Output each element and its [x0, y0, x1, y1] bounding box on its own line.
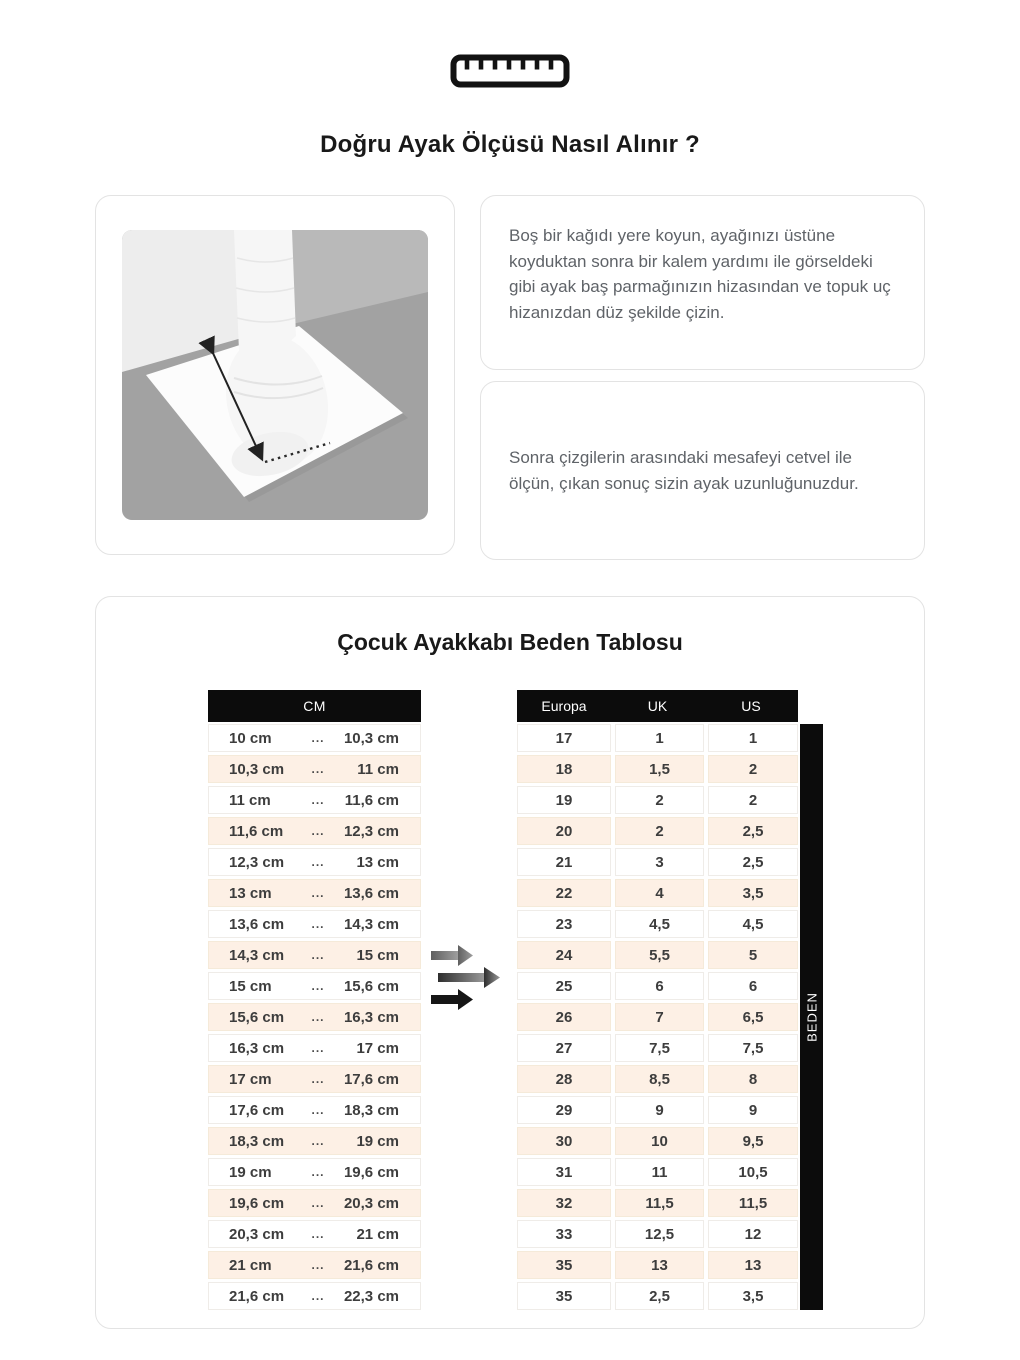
size-cell-europa: 33	[517, 1220, 611, 1248]
size-cell-europa: 29	[517, 1096, 611, 1124]
cm-range-separator: ...	[311, 917, 325, 931]
size-cell-uk: 8,5	[615, 1065, 704, 1093]
cm-range-from: 10 cm	[229, 729, 272, 747]
size-table-header	[517, 690, 798, 722]
cm-range-separator: ...	[311, 886, 325, 900]
size-cell-europa: 20	[517, 817, 611, 845]
instruction-cards	[480, 195, 925, 560]
size-header-uk: UK	[647, 698, 668, 714]
size-cell-us: 8	[708, 1065, 798, 1093]
size-table-row	[517, 1220, 798, 1248]
cm-range-to: 16,3 cm	[343, 1008, 399, 1026]
size-table-row	[517, 1282, 798, 1310]
cm-range-to: 19,6 cm	[343, 1163, 399, 1181]
cm-range-from: 19 cm	[229, 1163, 272, 1181]
size-table-row	[517, 724, 798, 752]
cm-table-header: CM	[208, 690, 421, 722]
cm-range-to: 10,3 cm	[343, 729, 399, 747]
cm-range-from: 13,6 cm	[229, 915, 285, 933]
size-cell-uk: 7,5	[615, 1034, 704, 1062]
cm-range-from: 21 cm	[229, 1256, 272, 1274]
size-cell-europa: 22	[517, 879, 611, 907]
cm-range-to: 17 cm	[356, 1039, 399, 1057]
cm-table-row	[208, 879, 421, 907]
size-cell-uk: 1	[615, 724, 704, 752]
size-cell-us: 3,5	[708, 879, 798, 907]
size-cell-us: 4,5	[708, 910, 798, 938]
cm-range-to: 13,6 cm	[343, 884, 399, 902]
cm-range-from: 12,3 cm	[229, 853, 285, 871]
cm-range-separator: ...	[311, 1134, 325, 1148]
cm-table-row	[208, 1127, 421, 1155]
cm-table-row	[208, 1065, 421, 1093]
size-cell-uk: 7	[615, 1003, 704, 1031]
size-cell-uk: 2	[615, 817, 704, 845]
size-cell-europa: 17	[517, 724, 611, 752]
cm-range-from: 13 cm	[229, 884, 272, 902]
cm-range-separator: ...	[311, 1258, 325, 1272]
header-icon-wrap	[0, 0, 1020, 93]
size-cell-europa: 27	[517, 1034, 611, 1062]
cm-range-to: 11 cm	[357, 760, 399, 778]
size-table	[517, 690, 798, 1313]
size-cell-uk: 3	[615, 848, 704, 876]
size-cell-uk: 10	[615, 1127, 704, 1155]
beden-side-bar	[800, 724, 823, 1310]
cm-table-row	[208, 1096, 421, 1124]
size-chart-card	[95, 596, 925, 1329]
cm-table-rows	[208, 724, 421, 1310]
size-cell-us: 5	[708, 941, 798, 969]
foot-measurement-illustration	[122, 230, 428, 520]
cm-range-from: 10,3 cm	[229, 760, 285, 778]
size-cell-europa: 23	[517, 910, 611, 938]
size-cell-us: 6	[708, 972, 798, 1000]
size-cell-europa: 19	[517, 786, 611, 814]
instruction-card-2	[480, 381, 925, 560]
cm-range-from: 17,6 cm	[229, 1101, 285, 1119]
size-table-row	[517, 755, 798, 783]
size-chart-tables	[96, 690, 924, 1313]
cm-table-row	[208, 941, 421, 969]
cm-range-to: 15 cm	[356, 946, 399, 964]
size-cell-europa: 35	[517, 1251, 611, 1279]
cm-range-separator: ...	[311, 762, 325, 776]
size-cell-uk: 9	[615, 1096, 704, 1124]
size-table-row	[517, 848, 798, 876]
cm-range-from: 14,3 cm	[229, 946, 285, 964]
cm-table-row	[208, 1158, 421, 1186]
size-cell-uk: 4,5	[615, 910, 704, 938]
cm-table-row	[208, 910, 421, 938]
cm-range-from: 16,3 cm	[229, 1039, 285, 1057]
cm-table-row	[208, 1189, 421, 1217]
cm-table-row	[208, 1003, 421, 1031]
cm-range-from: 18,3 cm	[229, 1132, 285, 1150]
cm-range-from: 19,6 cm	[229, 1194, 285, 1212]
size-table-row	[517, 1158, 798, 1186]
cm-table-row	[208, 755, 421, 783]
arrow-middle	[438, 967, 500, 988]
size-cell-uk: 5,5	[615, 941, 704, 969]
ruler-icon	[450, 54, 570, 88]
conversion-arrows-icon	[431, 942, 507, 1014]
size-table-row	[517, 786, 798, 814]
size-table-row	[517, 1065, 798, 1093]
cm-range-to: 12,3 cm	[343, 822, 399, 840]
cm-range-from: 17 cm	[229, 1070, 272, 1088]
cm-range-to: 14,3 cm	[343, 915, 399, 933]
size-cell-uk: 4	[615, 879, 704, 907]
size-header-us: US	[741, 698, 761, 714]
cm-range-to: 15,6 cm	[343, 977, 399, 995]
cm-range-from: 21,6 cm	[229, 1287, 285, 1305]
size-cell-us: 2	[708, 755, 798, 783]
cm-table-row	[208, 1282, 421, 1310]
cm-range-to: 21 cm	[356, 1225, 399, 1243]
instruction-text-2: Sonra çizgilerin arasındaki mesafeyi cetvel ile ölçün, çıkan sonuç sizin ayak uzunluğunuzdur.	[509, 448, 859, 493]
cm-range-from: 20,3 cm	[229, 1225, 285, 1243]
size-table-row	[517, 879, 798, 907]
beden-label: BEDEN	[804, 992, 819, 1042]
size-cell-europa: 18	[517, 755, 611, 783]
size-table-row	[517, 1003, 798, 1031]
size-cell-europa: 31	[517, 1158, 611, 1186]
size-cell-us: 9	[708, 1096, 798, 1124]
size-table-row	[517, 1189, 798, 1217]
cm-range-from: 15 cm	[229, 977, 272, 995]
size-cell-uk: 1,5	[615, 755, 704, 783]
cm-range-to: 13 cm	[356, 853, 399, 871]
size-cell-us: 3,5	[708, 1282, 798, 1310]
size-cell-uk: 12,5	[615, 1220, 704, 1248]
size-cell-us: 2	[708, 786, 798, 814]
cm-range-separator: ...	[311, 1072, 325, 1086]
cm-range-separator: ...	[311, 793, 325, 807]
cm-range-separator: ...	[311, 1010, 325, 1024]
size-table-row	[517, 1034, 798, 1062]
instruction-text-1: Boş bir kağıdı yere koyun, ayağınızı üstüne koyduktan sonra bir kalem yardımı ile görseldeki gibi ayak baş parmağınızın hizasından ve topuk uç hizanızdan düz şekilde çizin.	[509, 226, 891, 322]
cm-range-to: 20,3 cm	[343, 1194, 399, 1212]
cm-range-from: 11,6 cm	[229, 822, 284, 840]
size-table-row	[517, 1127, 798, 1155]
cm-range-from: 15,6 cm	[229, 1008, 285, 1026]
cm-range-separator: ...	[311, 1289, 325, 1303]
size-cell-uk: 6	[615, 972, 704, 1000]
cm-table-row	[208, 1034, 421, 1062]
cm-table-row	[208, 786, 421, 814]
cm-table-row	[208, 848, 421, 876]
size-cell-us: 13	[708, 1251, 798, 1279]
cm-range-separator: ...	[311, 1196, 325, 1210]
arrow-top	[431, 945, 473, 966]
size-cell-us: 11,5	[708, 1189, 798, 1217]
size-cell-us: 12	[708, 1220, 798, 1248]
foot-photo-card	[95, 195, 455, 555]
cm-table-row	[208, 1220, 421, 1248]
size-cell-us: 2,5	[708, 848, 798, 876]
cm-range-from: 11 cm	[229, 791, 271, 809]
instruction-card-1	[480, 195, 925, 370]
cm-range-separator: ...	[311, 824, 325, 838]
size-chart-title: Çocuk Ayakkabı Beden Tablosu	[337, 629, 683, 655]
size-cell-europa: 28	[517, 1065, 611, 1093]
size-cell-us: 1	[708, 724, 798, 752]
size-cell-uk: 11	[615, 1158, 704, 1186]
cm-range-to: 19 cm	[356, 1132, 399, 1150]
size-cell-uk: 13	[615, 1251, 704, 1279]
size-cell-europa: 32	[517, 1189, 611, 1217]
cm-range-separator: ...	[311, 948, 325, 962]
cm-table-row	[208, 1251, 421, 1279]
size-cell-europa: 35	[517, 1282, 611, 1310]
cm-range-to: 11,6 cm	[344, 791, 399, 809]
size-cell-uk: 11,5	[615, 1189, 704, 1217]
size-table-row	[517, 817, 798, 845]
cm-range-separator: ...	[311, 1165, 325, 1179]
size-cell-europa: 24	[517, 941, 611, 969]
size-cell-us: 2,5	[708, 817, 798, 845]
size-table-rows	[517, 724, 798, 1310]
intro-section	[95, 195, 925, 560]
cm-range-to: 18,3 cm	[343, 1101, 399, 1119]
cm-table	[208, 690, 421, 1313]
size-table-row	[517, 1096, 798, 1124]
size-table-row	[517, 1251, 798, 1279]
conversion-arrows-wrap	[421, 690, 517, 1014]
page-title: Doğru Ayak Ölçüsü Nasıl Alınır ?	[320, 131, 700, 158]
size-table-row	[517, 941, 798, 969]
cm-table-row	[208, 724, 421, 752]
cm-range-to: 17,6 cm	[343, 1070, 399, 1088]
cm-range-to: 22,3 cm	[343, 1287, 399, 1305]
size-cell-us: 7,5	[708, 1034, 798, 1062]
arrow-bottom	[431, 989, 473, 1010]
size-cell-us: 9,5	[708, 1127, 798, 1155]
size-cell-us: 10,5	[708, 1158, 798, 1186]
cm-range-separator: ...	[311, 1227, 325, 1241]
cm-range-separator: ...	[311, 1041, 325, 1055]
cm-table-row	[208, 972, 421, 1000]
cm-range-separator: ...	[311, 1103, 325, 1117]
cm-range-separator: ...	[311, 979, 325, 993]
size-cell-europa: 26	[517, 1003, 611, 1031]
size-cell-europa: 25	[517, 972, 611, 1000]
size-cell-europa: 30	[517, 1127, 611, 1155]
size-cell-europa: 21	[517, 848, 611, 876]
size-header-europa: Europa	[541, 698, 587, 714]
cm-range-to: 21,6 cm	[343, 1256, 399, 1274]
size-cell-us: 6,5	[708, 1003, 798, 1031]
size-cell-uk: 2	[615, 786, 704, 814]
size-table-row	[517, 972, 798, 1000]
cm-range-separator: ...	[311, 731, 325, 745]
size-table-row	[517, 910, 798, 938]
cm-table-row	[208, 817, 421, 845]
size-cell-uk: 2,5	[615, 1282, 704, 1310]
cm-range-separator: ...	[311, 855, 325, 869]
